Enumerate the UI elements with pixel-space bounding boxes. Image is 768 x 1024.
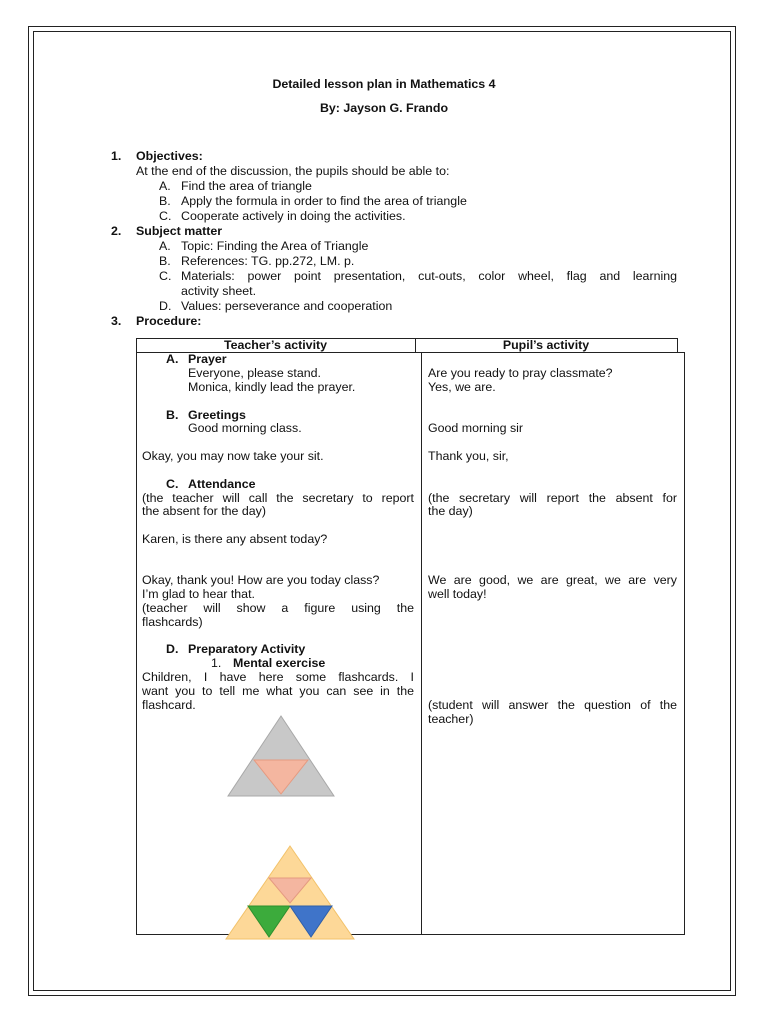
preparatory-letter: D. (166, 642, 179, 656)
pupil-line: (the secretary will report the absent for (428, 491, 677, 505)
subject-number: 2. (111, 224, 122, 238)
subject-text: Values: perseverance and cooperation (181, 299, 393, 313)
subject-text-continued: activity sheet. (181, 284, 257, 298)
teacher-line: (the teacher will call the secretary to report (142, 491, 414, 505)
attendance-heading: Attendance (188, 477, 256, 491)
preparatory-heading: Preparatory Activity (188, 642, 306, 656)
teacher-line: Everyone, please stand. (188, 366, 321, 380)
subject-letter: C. (159, 269, 172, 283)
teacher-line: Monica, kindly lead the prayer. (188, 380, 356, 394)
teacher-line: Okay, you may now take your sit. (142, 449, 324, 463)
pupil-line: Are you ready to pray classmate? (428, 366, 613, 380)
prayer-heading: Prayer (188, 352, 227, 366)
objectives-number: 1. (111, 149, 122, 163)
objective-text: Find the area of triangle (181, 179, 312, 193)
subject-text: Topic: Finding the Area of Triangle (181, 239, 369, 253)
pupil-line: Thank you, sir, (428, 449, 509, 463)
pupil-line: well today! (428, 587, 487, 601)
subject-letter: A. (159, 239, 171, 253)
objective-letter: C. (159, 209, 172, 223)
teacher-line: flashcard. (142, 698, 196, 712)
subject-heading: Subject matter (136, 224, 223, 238)
teacher-line: Good morning class. (188, 421, 302, 435)
flashcard-triangle-figure-1 (226, 714, 336, 800)
objective-text: Cooperate actively in doing the activities. (181, 209, 406, 223)
greetings-letter: B. (166, 408, 179, 422)
subject-text: Materials: power point presentation, cut-outs, color wheel, flag and learning (181, 269, 677, 283)
subject-text: References: TG. pp.272, LM. p. (181, 254, 355, 268)
pupil-line: teacher) (428, 712, 474, 726)
teacher-line: Karen, is there any absent today? (142, 532, 328, 546)
objectives-intro: At the end of the discussion, the pupils should be able to: (136, 164, 450, 178)
objective-letter: B. (159, 194, 171, 208)
pupil-line: We are good, we are great, we are very (428, 573, 677, 587)
mental-exercise-number: 1. (211, 656, 222, 670)
greetings-heading: Greetings (188, 408, 246, 422)
objective-text: Apply the formula in order to find the area of triangle (181, 194, 467, 208)
pupil-line: Good morning sir (428, 421, 524, 435)
procedure-number: 3. (111, 314, 122, 328)
document-title: Detailed lesson plan in Mathematics 4 (272, 77, 496, 91)
prayer-letter: A. (166, 352, 179, 366)
procedure-heading: Procedure: (136, 314, 202, 328)
document-author: By: Jayson G. Frando (319, 101, 449, 115)
objective-letter: A. (159, 179, 171, 193)
teacher-line: the absent for the day) (142, 504, 266, 518)
column-header-pupil: Pupil’s activity (502, 338, 590, 352)
mental-exercise-heading: Mental exercise (233, 656, 326, 670)
pupil-line: the day) (428, 504, 473, 518)
flashcard-triangle-figure-2 (224, 845, 356, 941)
teacher-line: (teacher will show a figure using the (142, 601, 414, 615)
objectives-heading: Objectives: (136, 149, 203, 163)
teacher-line: Okay, thank you! How are you today class? (142, 573, 380, 587)
column-header-teacher: Teacher’s activity (223, 338, 328, 352)
teacher-line: flashcards) (142, 615, 203, 629)
subject-letter: D. (159, 299, 172, 313)
teacher-line: want you to tell me what you can see in the (142, 684, 414, 698)
attendance-letter: C. (166, 477, 179, 491)
pupil-line: Yes, we are. (428, 380, 496, 394)
teacher-line: I’m glad to hear that. (142, 587, 255, 601)
pupil-line: (student will answer the question of the (428, 698, 677, 712)
subject-letter: B. (159, 254, 171, 268)
teacher-line: Children, I have here some flashcards. I (142, 670, 414, 684)
